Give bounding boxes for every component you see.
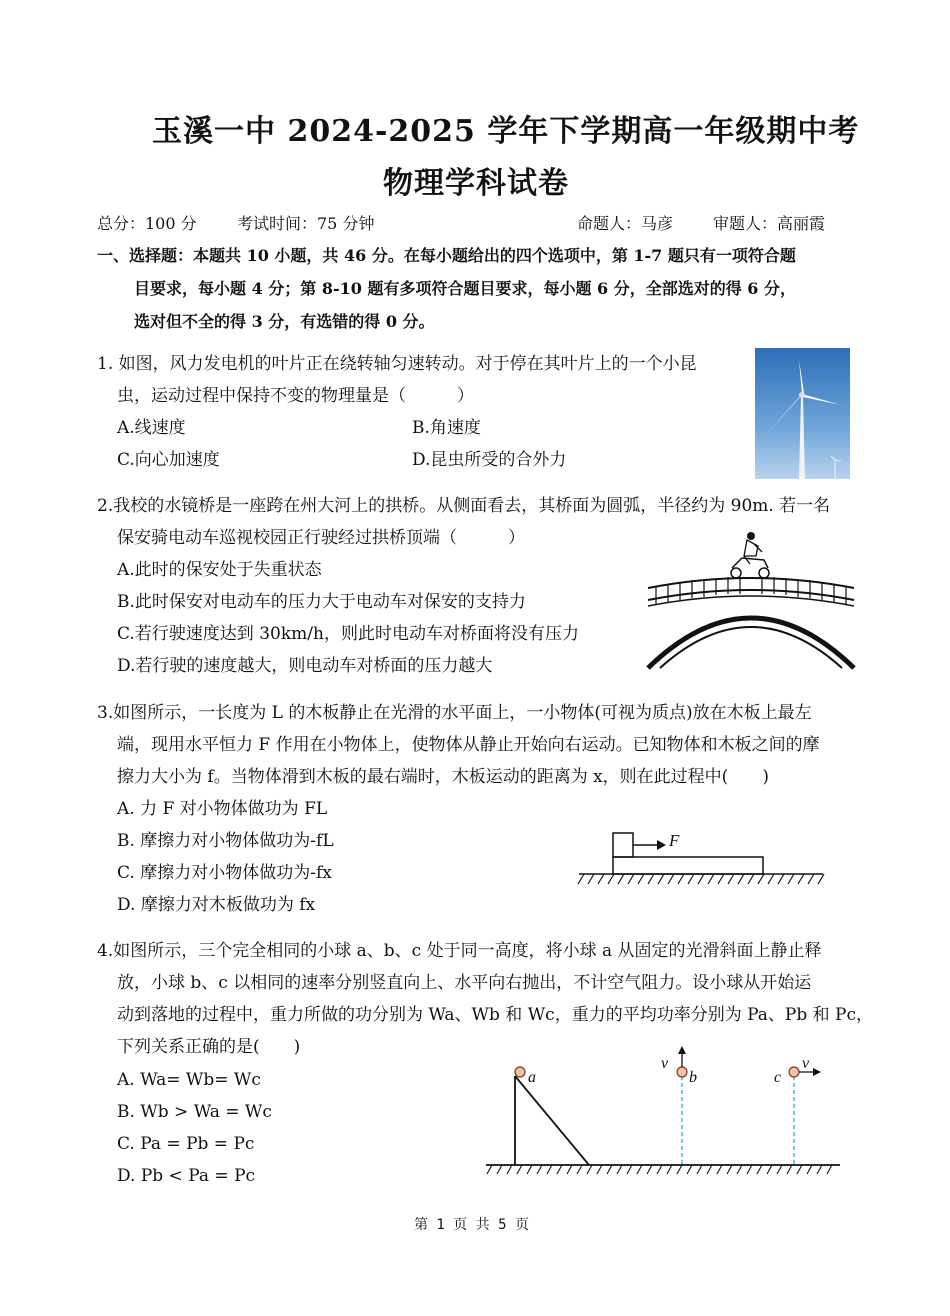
velocity-label-c: v <box>802 1055 810 1072</box>
q2-option-b: B.此时保安对电动车的压力大于电动车对保安的支持力 <box>117 592 526 612</box>
q4-option-d: D. Pb < Pa = Pc <box>117 1166 256 1186</box>
title-line-1: 玉溪一中 2024-2025 学年下学期高一年级期中考 <box>152 114 860 149</box>
q3-option-a: A. 力 F 对小物体做功为 FL <box>117 799 328 819</box>
ball-a-label: a <box>528 1069 536 1086</box>
q4-option-b: B. Wb > Wa = Wc <box>117 1102 272 1122</box>
section-line-3: 选对但不全的得 3 分，有选错的得 0 分。 <box>134 312 435 331</box>
author: 命题人：马彦 <box>577 214 674 233</box>
section-line-1: 一、选择题：本题共 10 小题，共 46 分。在每小题给出的四个选项中，第 1-7 题只有一项符合题 <box>97 246 796 265</box>
force-label-f: F <box>669 831 680 850</box>
page-number: 第 1 页 共 5 页 <box>414 1217 530 1233</box>
ball-b <box>677 1067 687 1077</box>
q1-option-b: B.角速度 <box>412 418 481 438</box>
q3-option-d: D. 摩擦力对木板做功为 fx <box>117 895 316 915</box>
ball-c <box>789 1067 799 1077</box>
ball-c-label: c <box>774 1069 782 1086</box>
q2-line-2: 保安骑电动车巡视校园正行驶经过拱桥顶端（ ） <box>117 528 525 548</box>
q4-line-1: 4.如图所示，三个完全相同的小球 a、b、c 处于同一高度，将小球 a 从固定的光滑斜面上静止释 <box>97 941 822 961</box>
q4-line-2: 放，小球 b、c 以相同的速率分别竖直向上、水平向右抛出，不计空气阻力。设小球从开始运 <box>117 973 812 993</box>
q3-line-3: 擦力大小为 f。当物体滑到木板的最右端时，木板运动的距离为 x，则在此过程中( ) <box>117 767 769 787</box>
q3-line-2: 端，现用水平恒力 F 作用在小物体上，使物体从静止开始向右运动。已知物体和木板之间的摩 <box>117 735 820 755</box>
ball-b-label: b <box>689 1069 697 1086</box>
q4-option-c: C. Pa = Pb = Pc <box>117 1134 255 1154</box>
q2-line-1: 2.我校的水镜桥是一座跨在州大河上的拱桥。从侧面看去，其桥面为圆弧，半径约为 90m. 若一名 <box>97 496 831 516</box>
q4-line-3: 动到落地的过程中，重力所做的功分别为 Wa、Wb 和 Wc，重力的平均功率分别为 Pa、Pb 和 Pc， <box>117 1005 873 1025</box>
block-board-figure <box>576 828 826 890</box>
reviewer: 审题人：高丽霞 <box>713 214 826 233</box>
q1-option-d: D.昆虫所受的合外力 <box>412 450 567 470</box>
q1-option-c: C.向心加速度 <box>117 450 220 470</box>
q2-option-c: C.若行驶速度达到 30km/h，则此时电动车对桥面将没有压力 <box>117 624 579 644</box>
q3-option-c: C. 摩擦力对小物体做功为-fx <box>117 863 332 883</box>
title-line-2: 物理学科试卷 <box>383 166 569 201</box>
velocity-label-b: v <box>661 1055 669 1072</box>
ball-a <box>515 1067 525 1077</box>
small-block <box>613 833 633 857</box>
exam-time: 考试时间：75 分钟 <box>237 214 375 233</box>
total-score: 总分：100 分 <box>97 214 197 233</box>
three-balls-figure <box>484 1044 844 1180</box>
arch-bridge-figure <box>646 528 856 670</box>
q1-line-2: 虫，运动过程中保持不变的物理量是（ ） <box>117 386 474 406</box>
q2-option-d: D.若行驶的速度越大，则电动车对桥面的压力越大 <box>117 656 493 676</box>
wind-turbine-image <box>755 348 850 479</box>
q4-option-a: A. Wa= Wb= Wc <box>117 1070 261 1090</box>
wooden-board <box>613 857 763 874</box>
q3-line-1: 3.如图所示，一长度为 L 的木板静止在光滑的水平面上，一小物体(可视为质点)放在木板上最左 <box>97 703 812 723</box>
section-line-2: 目要求，每小题 4 分；第 8-10 题有多项符合题目要求，每小题 6 分，全部选对的得 6 分， <box>134 279 797 298</box>
q1-line-1: 1. 如图，风力发电机的叶片正在绕转轴匀速转动。对于停在其叶片上的一个小昆 <box>97 354 697 374</box>
q4-line-4: 下列关系正确的是( ) <box>117 1037 301 1057</box>
q2-option-a: A.此时的保安处于失重状态 <box>117 560 322 580</box>
q1-option-a: A.线速度 <box>117 418 186 438</box>
q3-option-b: B. 摩擦力对小物体做功为-fL <box>117 831 334 851</box>
